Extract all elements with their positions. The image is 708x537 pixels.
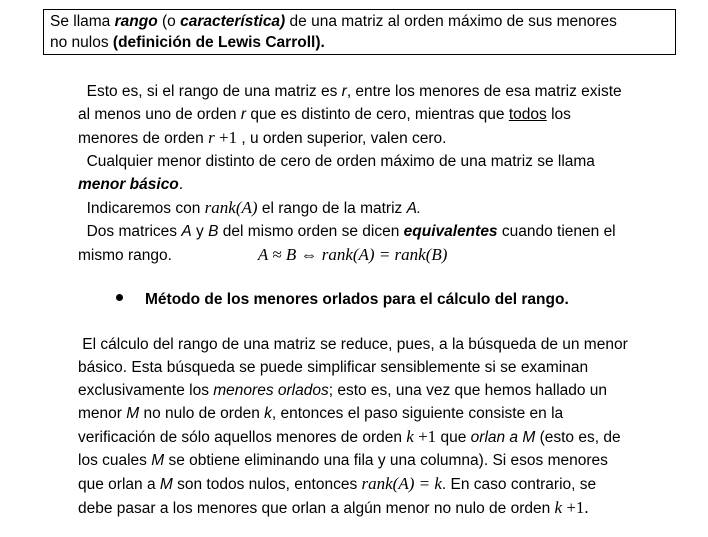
text: . [178, 176, 184, 193]
paragraph-rank [78, 80, 678, 267]
text: cuando tienen el [497, 223, 616, 240]
text: El cálculo del rango de una matriz se reduce, pues, a la búsqueda de un menor [78, 336, 628, 353]
math-k: k [554, 498, 563, 517]
text: los [546, 106, 571, 123]
text: , entonces el paso siguiente consiste en la [271, 405, 564, 422]
math-plus-one: +1 [413, 427, 437, 446]
text: Esto es, si el rango de una matriz es [78, 83, 342, 100]
term-rango: rango [114, 13, 158, 30]
var-m: M [126, 405, 140, 422]
text: Indicaremos con [78, 200, 205, 217]
var-r: r [240, 106, 247, 123]
text: al menos uno de orden [78, 106, 241, 123]
line [78, 449, 688, 472]
definition-line-1 [50, 11, 669, 32]
underlined-todos: todos [508, 106, 547, 123]
text: que orlan a [78, 476, 160, 493]
term-menor-basico: menor básico [78, 176, 179, 193]
line [78, 220, 678, 243]
text: , entre los menores de esa matriz existe [346, 83, 622, 100]
line [78, 103, 678, 126]
text: exclusivamente los [78, 382, 214, 399]
line [78, 356, 688, 379]
line [78, 496, 688, 520]
text: . En caso contrario, se [441, 476, 597, 493]
term-caracteristica: característica) [180, 13, 286, 30]
text: (esto es, de [535, 429, 621, 446]
text: que [436, 429, 471, 446]
math-rank-equals-k: rank(A) = k [361, 474, 442, 493]
text: se obtiene eliminando una fila y una columna). Si esos menores [164, 452, 608, 469]
var-a: A. [406, 200, 422, 217]
section-heading-bullet [116, 288, 569, 311]
line [78, 243, 678, 267]
line [78, 173, 678, 196]
definition-line-2 [50, 32, 669, 53]
text: menores de orden [78, 130, 209, 147]
text: menor [78, 405, 127, 422]
line [78, 379, 688, 402]
text: Cualquier menor distinto de cero de orden máximo de una matriz se llama [78, 153, 595, 170]
var-m: M [151, 452, 165, 469]
text: no nulos [50, 34, 113, 51]
line [78, 425, 688, 449]
text: verificación de sólo aquellos menores de orden [78, 429, 407, 446]
var-k: k [264, 405, 272, 422]
text: básico. Esta búsqueda se puede simplificar sensiblemente si se examinan [78, 359, 589, 376]
math-r: r [208, 128, 215, 147]
text: y [191, 223, 209, 240]
text: debe pasar a los menores que orlan a algún menor no nulo de orden [78, 500, 555, 517]
line [78, 80, 678, 103]
var-a: A [181, 223, 192, 240]
definition-box [43, 9, 676, 55]
var-b: B [208, 223, 219, 240]
text: no nulo de orden [139, 405, 265, 422]
term-orlan-a-m: orlan a M [470, 429, 536, 446]
term-equivalentes: equivalentes [403, 223, 498, 240]
text: de una matriz al orden máximo de sus menores [285, 13, 617, 30]
math-k: k [406, 427, 414, 446]
text: el rango de la matriz [257, 200, 407, 217]
var-r: r [341, 83, 347, 100]
bullet-icon [116, 294, 123, 301]
math-equivalence-formula: A ≈ B ⇔ rank(A) = rank(B) [257, 245, 448, 264]
math-plus-one: +1. [562, 498, 589, 517]
text: ; esto es, una vez que hemos hallado un [328, 382, 608, 399]
section-heading: Método de los menores orlados para el cálculo del rango. [145, 291, 569, 308]
line [78, 196, 678, 220]
text: (o [157, 13, 181, 30]
term-menores-orlados: menores orlados [213, 382, 329, 399]
line [78, 333, 688, 356]
text: , u orden superior, valen cero. [237, 130, 447, 147]
text: son todos nulos, entonces [172, 476, 362, 493]
line [78, 402, 688, 425]
math-plus-one: +1 [214, 128, 238, 147]
var-m: M [159, 476, 173, 493]
line [78, 150, 678, 173]
text: Se llama [50, 13, 115, 30]
math-rank-a: rank(A) [204, 198, 258, 217]
text: Dos matrices [78, 223, 182, 240]
text: mismo rango. [78, 247, 172, 264]
definition-source: (definición de Lewis Carroll). [112, 34, 325, 51]
paragraph-method [78, 333, 688, 520]
line [78, 126, 678, 150]
text: que es distinto de cero, mientras que [246, 106, 509, 123]
line [78, 472, 688, 496]
text: los cuales [78, 452, 152, 469]
text: del mismo orden se dicen [218, 223, 404, 240]
